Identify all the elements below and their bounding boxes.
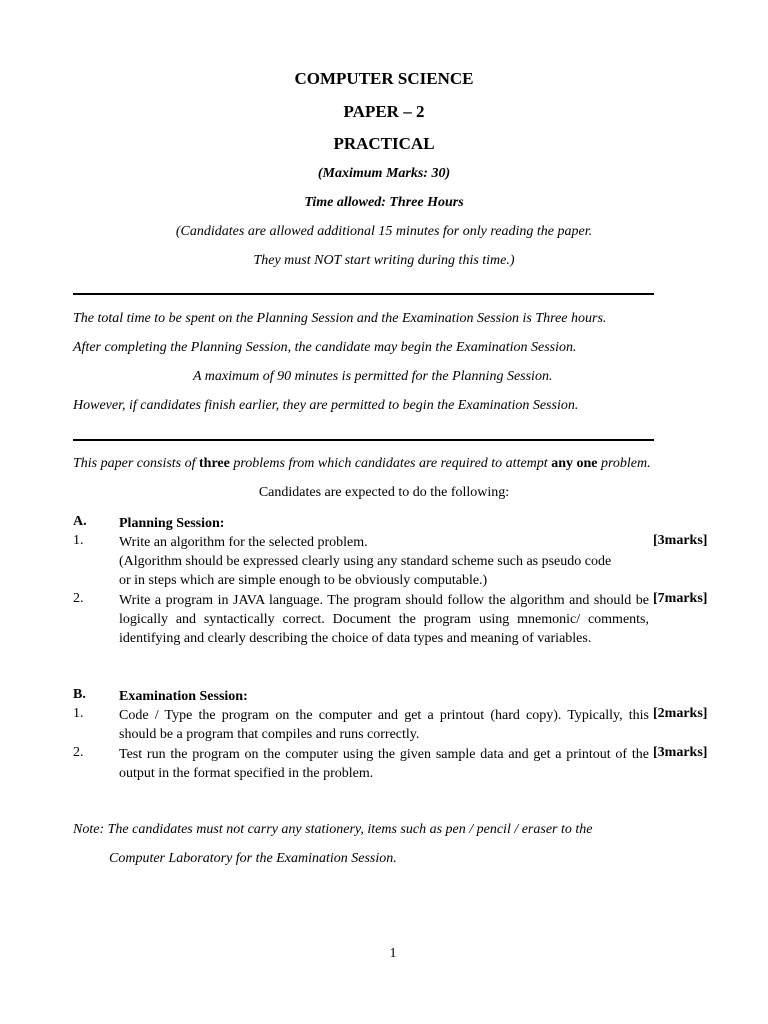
problem-count-emphasis: three (199, 456, 230, 471)
divider-top (73, 293, 654, 295)
subject-title: COMPUTER SCIENCE (294, 69, 474, 88)
note-line-2: Computer Laboratory for the Examination Session. (109, 851, 397, 866)
attempt-emphasis: any one (551, 456, 598, 471)
divider-bottom (73, 439, 654, 441)
time-info-line-1: The total time to be spent on the Planning Session and the Examination Session is Three hours. (73, 311, 607, 326)
section-b-item-2-text: Test run the program on the computer using the given sample data and get a printout of the output in the format specified in the problem. (119, 747, 649, 781)
time-info-line-2: After completing the Planning Session, the candidate may begin the Examination Session. (73, 340, 577, 355)
problem-text-prefix: This paper consists of (73, 456, 200, 471)
time-info-line-4: However, if candidates finish earlier, they are permitted to begin the Examination Session. (73, 398, 579, 413)
section-b-item-2-marks: [3marks] (653, 745, 708, 760)
problem-text-middle: problems from which candidates are required to attempt (229, 456, 552, 471)
section-a-item-2-number: 2. (73, 591, 84, 606)
section-b-item-2-number: 2. (73, 745, 84, 760)
paper-number: PAPER – 2 (343, 102, 425, 121)
time-info-line-3: A maximum of 90 minutes is permitted for the Planning Session. (193, 369, 553, 384)
section-a-item-1-note: (Algorithm should be expressed clearly using any standard scheme such as pseudo code or in steps which are simple enough to be obviously computable.) (119, 554, 612, 588)
section-a-item-2-text: Write a program in JAVA language. The program should follow the algorithm and should be logically and syntactically correct. Document the program using mnemonic/ comments, identifying and clearly describing the choice of data types and meaning of variables. (119, 593, 649, 646)
problem-text-suffix: problem. (597, 456, 651, 471)
reading-note-line-1: (Candidates are allowed additional 15 minutes for only reading the paper. (175, 224, 593, 239)
section-a-title: Planning Session: (119, 516, 225, 531)
section-a-item-1-text: Write an algorithm for the selected problem. (119, 535, 368, 550)
maximum-marks: (Maximum Marks: 30) (317, 166, 451, 181)
page-number: 1 (389, 946, 397, 961)
problem-instructions (73, 456, 651, 472)
section-a-item-1-marks: [3marks] (653, 533, 708, 548)
note-line-1: Note: The candidates must not carry any stationery, items such as pen / pencil / eraser to the (73, 822, 593, 837)
expected-tasks-heading: Candidates are expected to do the following: (258, 485, 510, 500)
section-b-title: Examination Session: (119, 689, 248, 704)
time-allowed: Time allowed: Three Hours (304, 195, 464, 210)
section-a-item-2-marks: [7marks] (653, 591, 708, 606)
section-b-item-1-number: 1. (73, 706, 84, 721)
paper-type: PRACTICAL (333, 134, 435, 153)
section-a-item-1-number: 1. (73, 533, 84, 548)
section-b-letter: B. (73, 687, 86, 702)
section-b-item-1-marks: [2marks] (653, 706, 708, 721)
section-a-letter: A. (73, 514, 87, 529)
section-b-item-1-text: Code / Type the program on the computer and get a printout (hard copy). Typically, this should be a program that compiles and runs correctly. (119, 708, 649, 742)
reading-note-line-2: They must NOT start writing during this time.) (253, 253, 515, 268)
